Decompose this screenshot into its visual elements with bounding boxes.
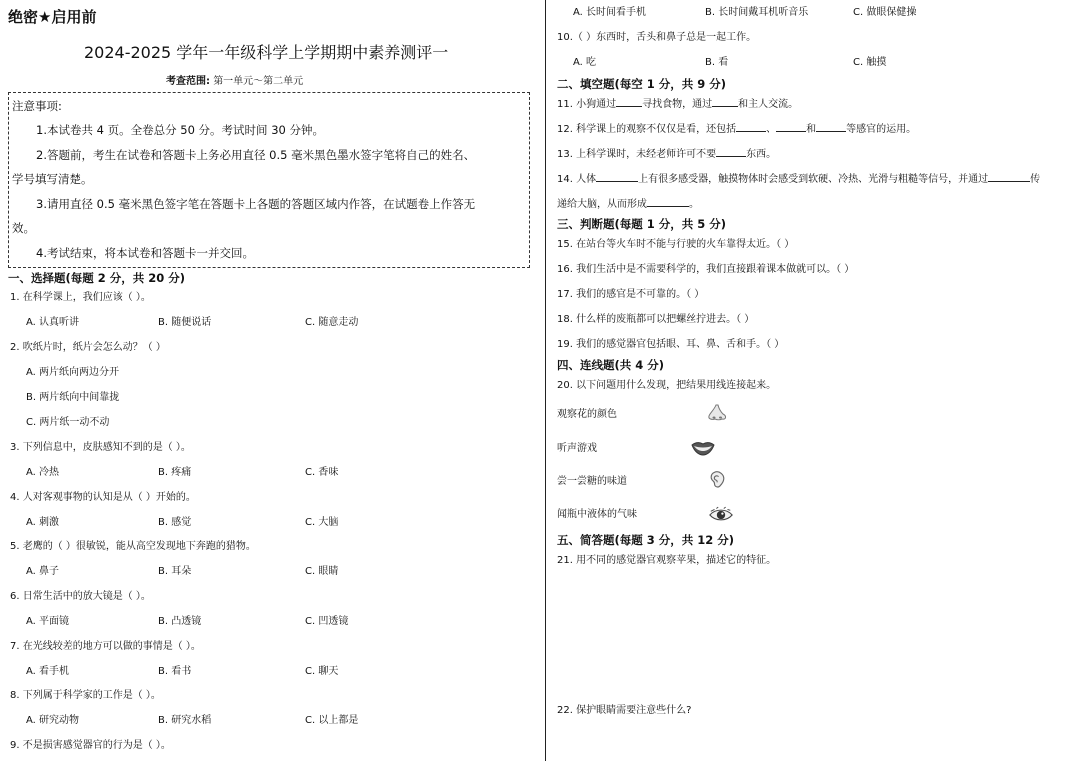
question-13 — [557, 147, 776, 161]
question-4: 4. 人对客观事物的认知是从（ ）开始的。 — [10, 492, 196, 503]
column-divider — [545, 0, 546, 761]
question-11 — [557, 97, 798, 111]
q2-option-a: A. 两片纸向两边分开 — [26, 367, 120, 378]
q5-option-b: B. 耳朵 — [158, 566, 192, 577]
question-9: 9. 不是损害感觉器官的行为是（ ）。 — [10, 740, 171, 751]
question-10: 10.（ ）东西时，舌头和鼻子总是一起工作。 — [557, 32, 757, 43]
q14-blank-2[interactable] — [988, 172, 1030, 182]
q12-text-2: 、 — [766, 124, 777, 135]
q11-text-3: 和主人交流。 — [738, 99, 799, 110]
q1-option-b: B. 随便说话 — [158, 317, 212, 328]
question-18: 18. 什么样的废瓶都可以把螺丝拧进去。（ ） — [557, 314, 755, 325]
question-7: 7. 在光线较差的地方可以做的事情是（ ）。 — [10, 641, 201, 652]
q14-text-5: 。 — [689, 199, 699, 210]
q8-option-a: A. 研究动物 — [26, 715, 80, 726]
q3-option-c: C. 香味 — [305, 467, 339, 478]
q7-option-c: C. 聊天 — [305, 666, 339, 677]
q13-text-2: 东西。 — [746, 149, 777, 160]
exam-scope — [166, 72, 303, 87]
q12-text-4: 等感官的运用。 — [846, 124, 917, 135]
q6-option-b: B. 凸透镜 — [158, 616, 202, 627]
q14-blank-3[interactable] — [647, 197, 689, 207]
q3-option-a: A. 冷热 — [26, 467, 60, 478]
q12-text-3: 和 — [806, 124, 817, 135]
notes-heading: 注意事项: — [12, 99, 62, 113]
question-17: 17. 我们的感官是不可靠的。（ ） — [557, 289, 705, 300]
q9-option-a: A. 长时间看手机 — [573, 7, 647, 18]
mouth-icon — [690, 439, 716, 457]
question-12 — [557, 122, 916, 136]
question-8: 8. 下列属于科学家的工作是（ ）。 — [10, 690, 161, 701]
q11-text-1: 11. 小狗通过 — [557, 99, 617, 110]
ear-icon — [704, 470, 730, 488]
q12-blank-3[interactable] — [816, 122, 846, 132]
scope-label: 考查范围: — [166, 76, 210, 87]
q12-blank-1[interactable] — [736, 122, 766, 132]
question-15: 15. 在站台等火车时不能与行驶的火车靠得太近。（ ） — [557, 239, 795, 250]
eye-icon — [708, 506, 734, 524]
q12-text-1: 12. 科学课上的观察不仅仅是看，还包括 — [557, 124, 737, 135]
question-5: 5. 老鹰的（ ）很敏锐，能从高空发现地下奔跑的猎物。 — [10, 541, 256, 552]
q7-option-a: A. 看手机 — [26, 666, 70, 677]
section-match-heading: 四、连线题(共 4 分) — [557, 358, 665, 372]
q14-blank-1[interactable] — [596, 172, 638, 182]
q1-option-a: A. 认真听讲 — [26, 317, 80, 328]
notes-item-3a: 3.请用直径 0.5 毫米黑色签字笔在答题卡上各题的答题区域内作答，在试题卷上作答无 — [36, 197, 476, 211]
notes-item-4: 4.考试结束，将本试卷和答题卡一并交回。 — [36, 246, 254, 260]
q1-option-c: C. 随意走动 — [305, 317, 359, 328]
q12-blank-2[interactable] — [776, 122, 806, 132]
q10-option-b: B. 看 — [705, 57, 729, 68]
match-item-4: 闻瓶中液体的气味 — [557, 509, 637, 520]
match-item-3: 尝一尝糖的味道 — [557, 476, 627, 487]
q4-option-b: B. 感觉 — [158, 517, 192, 528]
question-6: 6. 日常生活中的放大镜是（ ）。 — [10, 591, 151, 602]
question-1: 1. 在科学课上，我们应该（ ）。 — [10, 292, 151, 303]
q14-text-2: 上有很多感受器，触摸物体时会感受到软硬、冷热、光滑与粗糙等信号，并通过 — [638, 174, 989, 185]
q5-option-c: C. 眼睛 — [305, 566, 339, 577]
notes-item-3b: 效。 — [12, 221, 35, 235]
notes-item-2a: 2.答题前，考生在试卷和答题卡上务必用直径 0.5 毫米黑色墨水签字笔将自己的姓名、 — [36, 148, 476, 162]
question-2: 2. 吹纸片时，纸片会怎么动？（ ） — [10, 342, 166, 353]
q9-option-c: C. 做眼保健操 — [853, 7, 917, 18]
question-19: 19. 我们的感觉器官包括眼、耳、鼻、舌和手。（ ） — [557, 339, 785, 350]
q14-text-3: 传 — [1030, 174, 1041, 185]
q4-option-c: C. 大脑 — [305, 517, 339, 528]
q10-option-c: C. 触摸 — [853, 57, 887, 68]
scope-value: 第一单元～第二单元 — [213, 76, 304, 87]
notes-item-1: 1.本试卷共 4 页。全卷总分 50 分。考试时间 30 分钟。 — [36, 123, 324, 137]
question-14-line-2 — [557, 197, 699, 211]
q4-option-a: A. 刺激 — [26, 517, 60, 528]
question-22: 22. 保护眼睛需要注意些什么? — [557, 705, 692, 716]
question-21: 21. 用不同的感觉器官观察苹果，描述它的特征。 — [557, 555, 777, 566]
q3-option-b: B. 疼痛 — [158, 467, 192, 478]
q10-option-a: A. 吃 — [573, 57, 597, 68]
match-item-1: 观察花的颜色 — [557, 409, 617, 420]
q11-blank-2[interactable] — [712, 97, 738, 107]
section-short-heading: 五、简答题(每题 3 分，共 12 分) — [557, 533, 735, 547]
question-3: 3. 下列信息中，皮肤感知不到的是（ ）。 — [10, 442, 191, 453]
q6-option-a: A. 平面镜 — [26, 616, 70, 627]
section-choice-heading: 一、选择题(每题 2 分，共 20 分) — [8, 271, 186, 285]
section-judge-heading: 三、判断题(每题 1 分，共 5 分) — [557, 217, 727, 231]
q8-option-c: C. 以上都是 — [305, 715, 359, 726]
section-fill-heading: 二、填空题(每空 1 分，共 9 分) — [557, 77, 727, 91]
q13-text-1: 13. 上科学课时，未经老师许可不要 — [557, 149, 717, 160]
question-16: 16. 我们生活中是不需要科学的，我们直接跟着课本做就可以。（ ） — [557, 264, 855, 275]
question-14-line-1 — [557, 172, 1040, 186]
q14-text-4: 递给大脑，从而形成 — [557, 199, 647, 210]
match-item-2: 听声游戏 — [557, 443, 597, 454]
q9-option-b: B. 长时间戴耳机听音乐 — [705, 7, 809, 18]
q14-text-1: 14. 人体 — [557, 174, 597, 185]
q5-option-a: A. 鼻子 — [26, 566, 60, 577]
q11-blank-1[interactable] — [616, 97, 642, 107]
q2-option-c: C. 两片纸一动不动 — [26, 417, 110, 428]
question-20: 20. 以下问题用什么发现，把结果用线连接起来。 — [557, 380, 777, 391]
q13-blank-1[interactable] — [716, 147, 746, 157]
notes-item-2b: 学号填写清楚。 — [12, 172, 93, 186]
confidential-mark: 绝密★启用前 — [8, 8, 97, 26]
q2-option-b: B. 两片纸向中间靠拢 — [26, 392, 120, 403]
q6-option-c: C. 凹透镜 — [305, 616, 349, 627]
nose-icon — [704, 404, 730, 422]
q8-option-b: B. 研究水稻 — [158, 715, 212, 726]
q11-text-2: 寻找食物，通过 — [642, 99, 713, 110]
exam-title: 2024-2025 学年一年级科学上学期期中素养测评一 — [84, 43, 449, 62]
q7-option-b: B. 看书 — [158, 666, 192, 677]
